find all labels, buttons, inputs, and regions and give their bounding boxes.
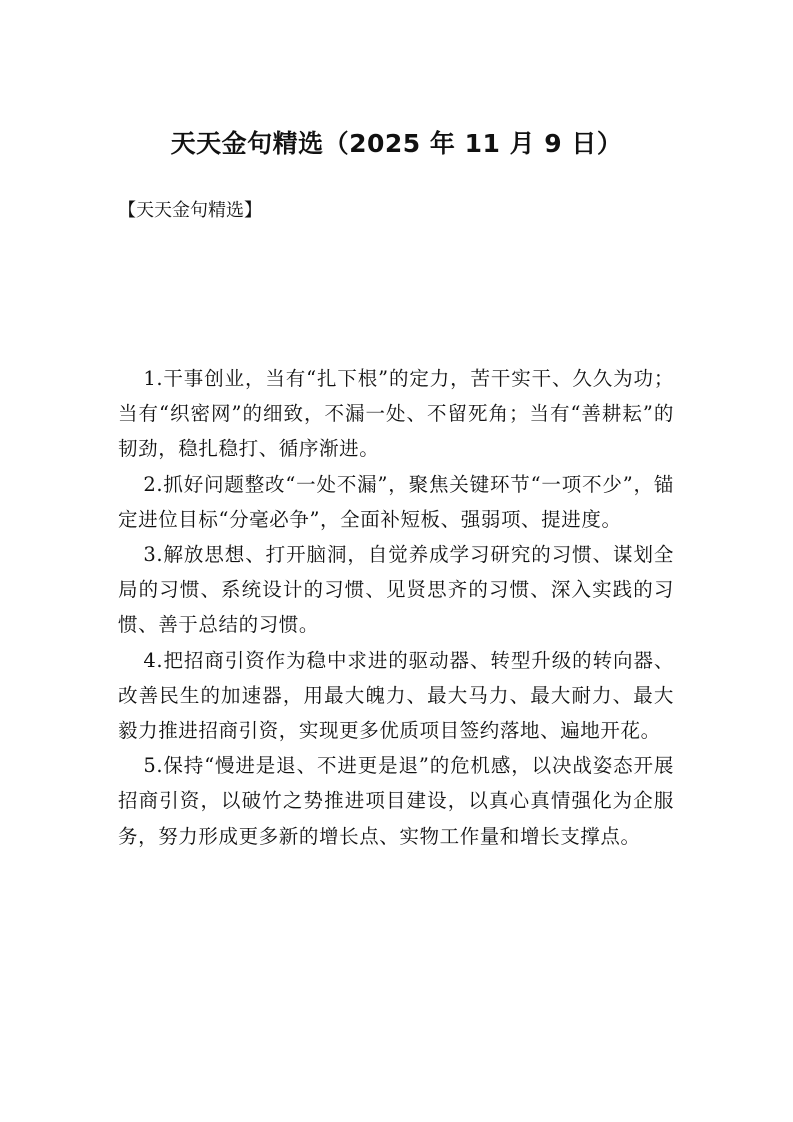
quote-paragraph-2: 2.抓好问题整改“一处不漏”，聚焦关键环节“一项不少”，锚定进位目标“分毫必争”，全面补短板、强弱项、提进度。 xyxy=(118,472,674,531)
page-title: 天天金句精选（2025 年 11 月 9 日） xyxy=(170,129,623,158)
quote-paragraph-1: 1.干事创业，当有“扎下根”的定力，苦干实干、久久为功；当有“织密网”的细致，不漏一处、不留死角；当有“善耕耘”的韧劲，稳扎稳打、循序渐进。 xyxy=(118,367,674,461)
quote-paragraph-3: 3.解放思想、打开脑洞，自觉养成学习研究的习惯、谋划全局的习惯、系统设计的习惯、见贤思齐的习惯、深入实践的习惯、善于总结的习惯。 xyxy=(118,543,674,637)
quote-paragraph-4: 4.把招商引资作为稳中求进的驱动器、转型升级的转向器、改善民生的加速器，用最大魄力、最大马力、最大耐力、最大毅力推进招商引资，实现更多优质项目签约落地、遍地开花。 xyxy=(118,648,674,743)
quote-paragraph-5: 5.保持“慢进是退、不进更是退”的危机感，以决战姿态开展招商引资，以破竹之势推进项目建设，以真心真情强化为企服务，努力形成更多新的增长点、实物工作量和增长支撑点。 xyxy=(118,754,674,848)
quote-list xyxy=(118,361,674,854)
section-tag: 【天天金句精选】 xyxy=(118,200,262,221)
